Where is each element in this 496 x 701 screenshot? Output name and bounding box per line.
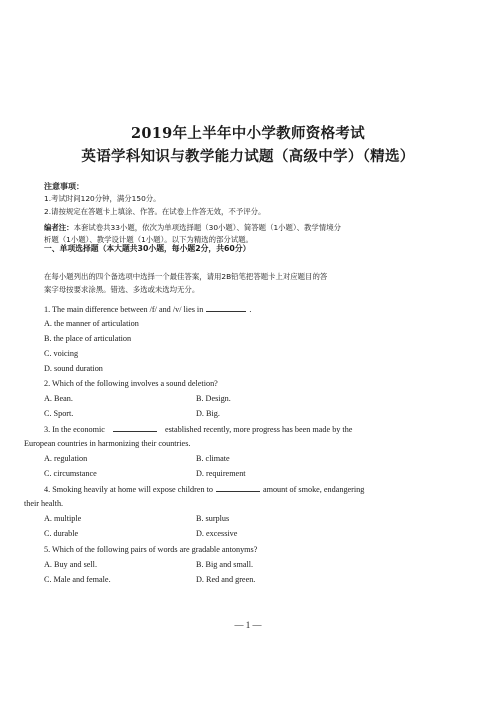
question-5-stem: 5. Which of the following pairs of words are gradable antonyms?: [44, 545, 258, 554]
question-5-option-d: D. Red and green.: [196, 575, 256, 584]
question-5-option-a: A. Buy and sell.: [44, 560, 97, 569]
editor-note-line-2: 析题（1小题）、教学设计题（1小题）。以下为精选的部分试题。: [44, 235, 253, 244]
question-2-option-a: A. Bean.: [44, 394, 73, 403]
question-4-stem-cont: amount of smoke, endangering: [262, 485, 365, 494]
question-2-option-b: B. Design.: [196, 394, 231, 403]
question-1-stem-end: .: [249, 305, 252, 314]
question-3-option-b: B. climate: [196, 454, 230, 463]
question-5-option-c: C. Male and female.: [44, 575, 111, 584]
question-1-stem: [44, 304, 251, 314]
page-number: — 1 —: [234, 620, 262, 630]
answer-blank: [206, 304, 246, 312]
question-4-option-a: A. multiple: [44, 514, 82, 523]
question-3-option-d: D. requirement: [196, 469, 246, 478]
question-3-stem-cont: established recently, more progress has been made by the: [164, 425, 353, 434]
question-3-option-a: A. regulation: [44, 454, 88, 463]
question-1-stem-text: 1. The main difference between /f/ and /v/ lies in: [44, 305, 204, 314]
answer-blank: [216, 484, 260, 492]
section-instruction-2: 案字母按要求涂黑。错选、多选或未选均无分。: [44, 285, 200, 294]
question-1-option-b: B. the place of articulation: [44, 334, 132, 343]
exam-title: 2019年上半年中小学教师资格考试: [131, 125, 365, 142]
question-2-option-d: D. Big.: [196, 409, 220, 418]
editor-note-label: 编者注：: [44, 223, 74, 232]
question-4-option-b: B. surplus: [196, 514, 230, 523]
question-4-option-c: C. durable: [44, 529, 79, 538]
question-3-option-c: C. circumstance: [44, 469, 97, 478]
notice-item-2: 2.请按规定在答题卡上填涂、作答。在试卷上作答无效，不予评分。: [44, 207, 266, 216]
question-1-option-a: A. the manner of articulation: [44, 319, 139, 328]
notice-item-1: 1.考试时间120分钟，满分150分。: [44, 194, 161, 203]
answer-blank: [113, 424, 157, 432]
question-2-option-c: C. Sport.: [44, 409, 74, 418]
section-heading: 一、单项选择题（本大题共30小题，每小题2分，共60分）: [44, 244, 251, 253]
question-4-stem-line-1: [44, 484, 364, 494]
question-3-stem-line-2: European countries in harmonizing their countries.: [24, 439, 191, 448]
exam-subtitle: 英语学科知识与教学能力试题（高级中学）（精选）: [81, 148, 415, 165]
question-2-stem: 2. Which of the following involves a sound deletion?: [44, 379, 218, 388]
question-3-stem-text: 3. In the economic: [44, 425, 105, 434]
question-3-stem-line-1: [44, 424, 352, 434]
section-instruction-1: 在每小题列出的四个备选项中选择一个最佳答案，请用2B铅笔把答题卡上对应题目的答: [44, 272, 328, 281]
question-4-stem-line-2: their health.: [24, 499, 64, 508]
question-1-option-c: C. voicing: [44, 349, 79, 358]
question-1-option-d: D. sound duration: [44, 364, 103, 373]
question-4-option-d: D. excessive: [196, 529, 238, 538]
editor-note-line-1: [44, 222, 341, 233]
editor-note-text-1: 本套试卷共33小题，依次为单项选择题（30小题）、简答题（1小题）、教学情境分: [73, 223, 341, 232]
notice-heading: 注意事项：: [44, 182, 84, 191]
question-5-option-b: B. Big and small.: [196, 560, 254, 569]
question-4-stem-text: 4. Smoking heavily at home will expose children to: [44, 485, 213, 494]
